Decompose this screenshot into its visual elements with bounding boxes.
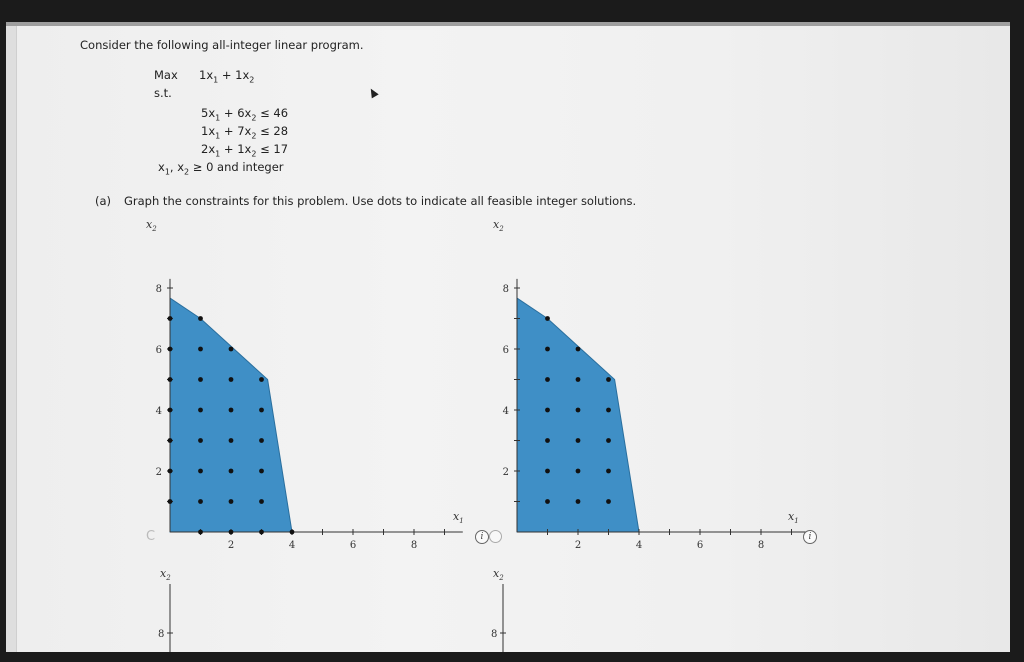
right-graph-integer-point (545, 347, 550, 352)
right-graph-integer-point (545, 438, 550, 443)
left-graph-integer-point (259, 530, 264, 535)
left-graph-y-label: $x_2$ (146, 218, 157, 234)
left-graph-y-tick-label: 4 (155, 406, 162, 417)
left-graph-x-tick-label: 6 (349, 540, 357, 551)
left-graph-integer-point (198, 499, 203, 504)
part-a-label: (a) (95, 194, 112, 208)
right-graph-x-tick-label: 4 (635, 540, 643, 551)
left-graph-integer-point (229, 530, 234, 535)
right-graph-integer-point (576, 499, 581, 504)
info-icon[interactable]: i (803, 530, 817, 544)
lower-left-tick-8: 8 (158, 629, 165, 640)
left-graph-integer-point (229, 377, 234, 382)
left-graph-integer-point (259, 499, 264, 504)
info-icon[interactable]: i (475, 530, 489, 544)
left-graph-x-label: $x_1$ (453, 510, 464, 526)
right-graph-integer-point (576, 438, 581, 443)
left-graph-integer-point (259, 408, 264, 413)
left-graph-y-tick-label: 2 (155, 467, 162, 478)
left-graph-integer-point (198, 316, 203, 321)
constraint-2: $1x_1 + 7x_2 \le 28$ (201, 124, 289, 141)
st-label: s.t. (154, 86, 172, 100)
right-graph-integer-point (576, 469, 581, 474)
left-graph-integer-point (168, 469, 173, 474)
left-graph-integer-point (229, 438, 234, 443)
right-graph-x-tick-label: 2 (574, 540, 582, 551)
left-graph-integer-point (168, 408, 173, 413)
right-graph-integer-point (545, 408, 550, 413)
lower-left-axis (146, 580, 186, 652)
constraint-1: $5x_1 + 6x_2 \le 46$ (201, 106, 289, 123)
constraint-3: $2x_1 + 1x_2 \le 17$ (201, 142, 289, 159)
mouse-cursor-icon (367, 87, 378, 99)
left-graph-integer-point (229, 347, 234, 352)
problem-intro: Consider the following all-integer linear program. (80, 38, 364, 52)
left-graph-integer-point (259, 377, 264, 382)
right-graph-y-tick-label: 8 (502, 284, 509, 295)
left-sidebar (6, 26, 17, 652)
right-graph-integer-point (545, 316, 550, 321)
right-graph-x-label: $x_1$ (788, 510, 799, 526)
right-graph-y-tick-label: 6 (502, 345, 509, 356)
left-graph-integer-point (259, 469, 264, 474)
right-graph-y-tick-label: 2 (502, 467, 509, 478)
left-graph-y-tick-label: 8 (155, 284, 162, 295)
right-graph-y-tick-label: 4 (502, 406, 509, 417)
right-graph-integer-point (606, 499, 611, 504)
right-graph-integer-point (576, 408, 581, 413)
left-graph-x-tick-label: 2 (227, 540, 235, 551)
right-graph-y-label: $x_2$ (493, 218, 504, 234)
left-graph-feasible-region (170, 298, 292, 532)
left-graph[interactable] (136, 232, 466, 562)
right-graph-integer-point (606, 469, 611, 474)
right-graph[interactable] (483, 232, 813, 562)
left-graph-integer-point (168, 316, 173, 321)
left-graph-integer-point (198, 347, 203, 352)
part-a-question: Graph the constraints for this problem. Use dots to indicate all feasible integer solutions. (124, 194, 637, 208)
objective-label: Max (154, 68, 178, 82)
left-graph-corner-mark: C (146, 529, 156, 544)
left-graph-integer-point (290, 530, 295, 535)
right-graph-integer-point (545, 377, 550, 382)
lower-left-y-label: $x_2$ (160, 567, 171, 583)
lower-right-axis (479, 580, 519, 652)
left-graph-integer-point (198, 408, 203, 413)
lower-right-y-label: $x_2$ (493, 567, 504, 583)
right-graph-x-tick-label: 8 (757, 540, 765, 551)
left-graph-integer-point (198, 469, 203, 474)
screen (6, 22, 1010, 652)
top-band (6, 22, 1010, 26)
left-graph-integer-point (198, 530, 203, 535)
right-graph-integer-point (545, 469, 550, 474)
right-graph-feasible-region (517, 298, 639, 532)
right-graph-integer-point (545, 499, 550, 504)
right-graph-integer-point (606, 377, 611, 382)
left-graph-integer-point (168, 438, 173, 443)
left-graph-x-tick-label: 4 (288, 540, 296, 551)
left-graph-integer-point (168, 347, 173, 352)
left-graph-integer-point (168, 499, 173, 504)
left-graph-integer-point (229, 469, 234, 474)
left-graph-integer-point (198, 438, 203, 443)
left-graph-integer-point (259, 438, 264, 443)
right-graph-x-tick-label: 6 (696, 540, 704, 551)
left-graph-integer-point (229, 499, 234, 504)
nonnegativity-constraint: $x_1$, $x_2 \ge 0$ and integer (158, 160, 284, 177)
right-graph-integer-point (576, 347, 581, 352)
left-graph-integer-point (168, 377, 173, 382)
left-graph-integer-point (198, 377, 203, 382)
right-graph-integer-point (576, 377, 581, 382)
objective-function: $1x_1 + 1x_2$ (199, 68, 255, 85)
right-graph-integer-point (606, 408, 611, 413)
right-graph-integer-point (606, 438, 611, 443)
left-graph-integer-point (229, 408, 234, 413)
left-graph-x-tick-label: 8 (410, 540, 418, 551)
lower-right-tick-8: 8 (491, 629, 498, 640)
left-graph-y-tick-label: 6 (155, 345, 162, 356)
